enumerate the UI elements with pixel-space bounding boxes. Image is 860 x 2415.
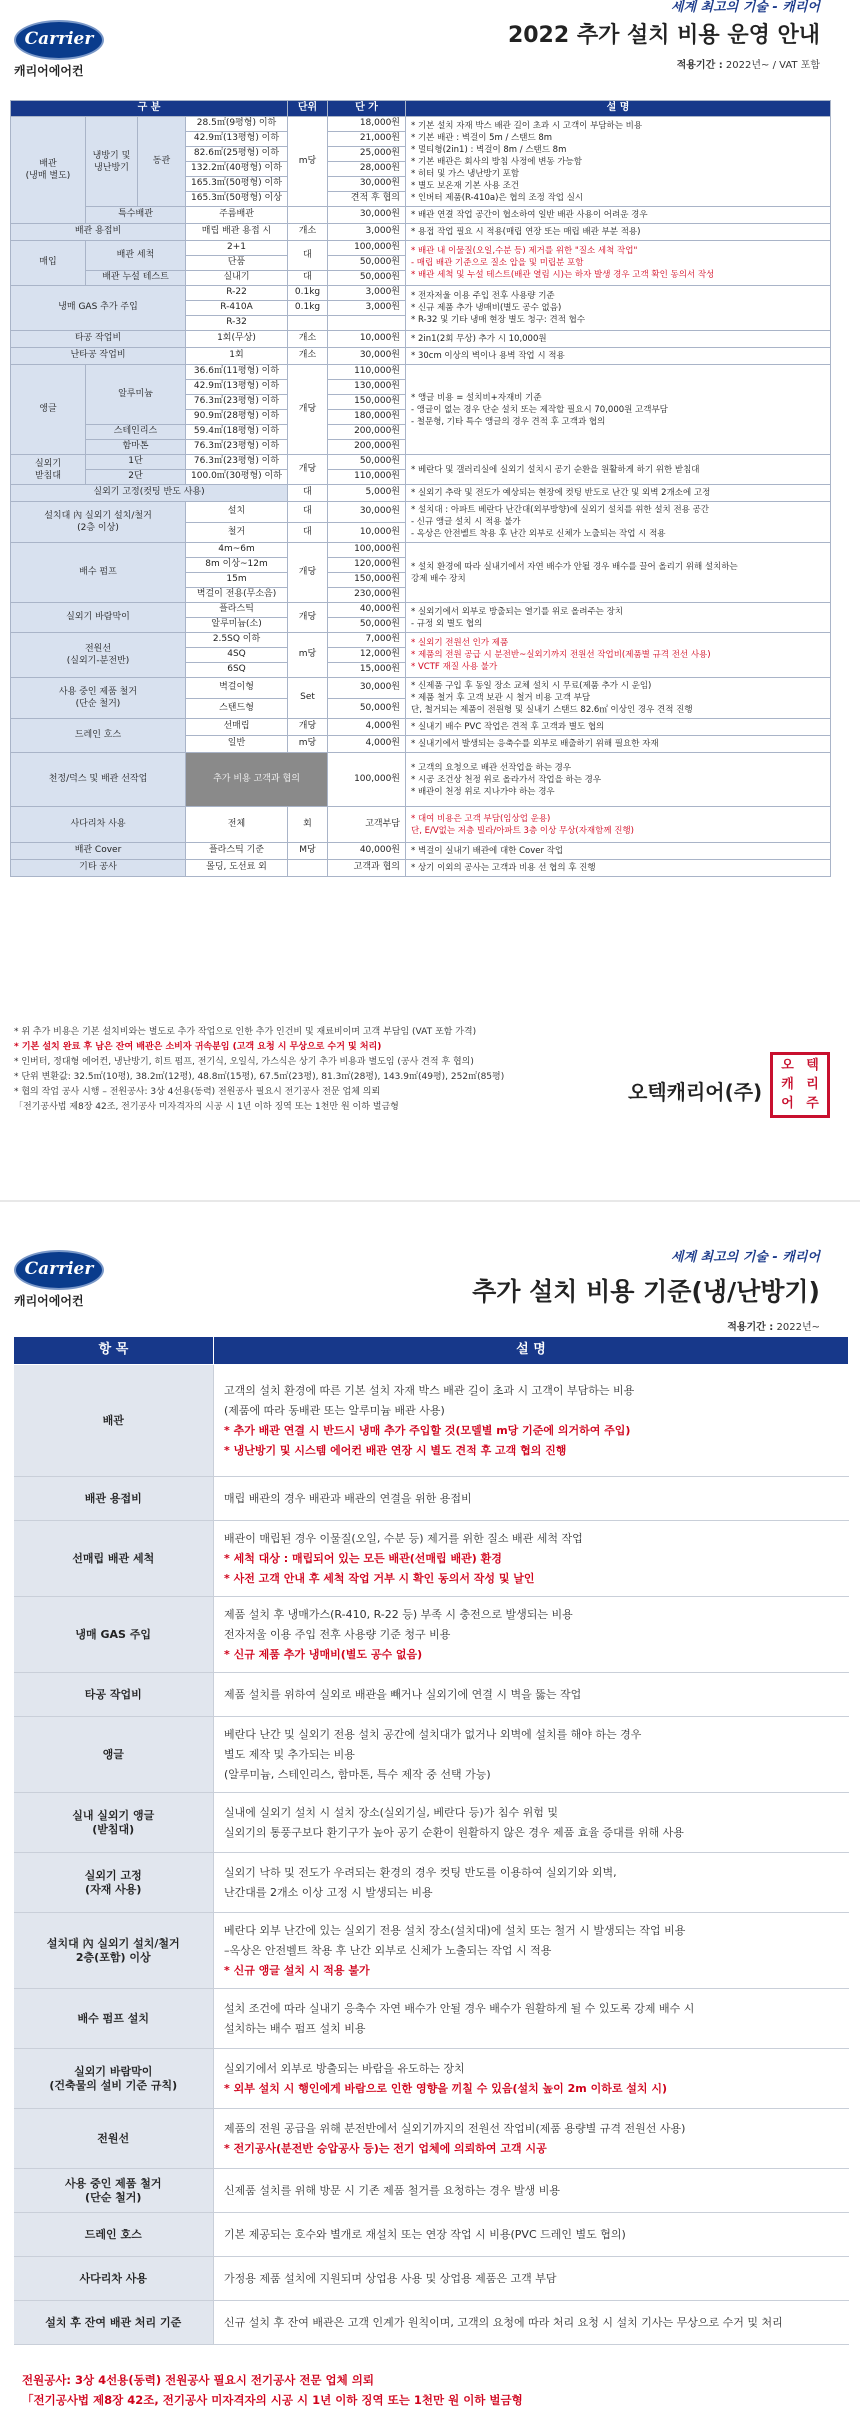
gas-note: * 전자저울 이용 주입 전후 사용량 기준 * 신규 제품 추가 냉매비(별도 공수 없음) * R-32 및 기타 냉매 현장 별도 청구: 견적 협수 bbox=[406, 286, 831, 331]
table-row bbox=[14, 1521, 849, 1597]
row-description bbox=[214, 1597, 849, 1673]
company-seal-icon: 오 텍 캐 리 어 주 bbox=[770, 1052, 830, 1118]
table-row bbox=[14, 1597, 849, 1673]
description-line: * 사전 고객 안내 후 세척 작업 거부 시 확인 동의서 작성 및 날인 bbox=[224, 1571, 535, 1585]
slogan: 세계 최고의 기술 - 캐리어 bbox=[670, 0, 820, 15]
description-line: 고객의 설치 환경에 따른 기본 설치 자재 박스 배관 길이 초과 시 고객이 부담하는 비용 bbox=[224, 1383, 635, 1397]
table-row: 8m 이상~12m 120,000원 bbox=[11, 558, 831, 573]
description-line: 배관이 매립된 경우 이물질(오일, 수분 등) 제거를 위한 질소 배관 세척 작업 bbox=[224, 1531, 583, 1545]
table-row: 6SQ 15,000원 bbox=[11, 663, 831, 678]
description-line: 신규 설치 후 잔여 배관은 고객 인계가 원칙이며, 고객의 요청에 따라 처리 요청 시 설치 기사는 무상으로 수거 및 처리 bbox=[224, 2315, 783, 2329]
description-line: (제품에 따라 동배관 또는 알루미늄 배관 사용) bbox=[224, 1403, 445, 1417]
table-row: 132.2㎡(40평형) 이하 28,000원 bbox=[11, 162, 831, 177]
col-unit: 단위 bbox=[288, 101, 328, 117]
row-label: 드레인 호스 bbox=[14, 2213, 214, 2257]
table-row: 4SQ 12,000원 bbox=[11, 648, 831, 663]
description-line: 실외기 낙하 및 전도가 우려되는 환경의 경우 컷팅 반도를 이용하여 실외기와 외벽, bbox=[224, 1865, 617, 1879]
row-label: 배관 bbox=[14, 1365, 214, 1477]
description-line: 설치 조건에 따라 실내기 응축수 자연 배수가 안될 경우 배수가 원활하게 될 수 있도록 강제 배수 시 bbox=[224, 2001, 695, 2015]
table-row: 165.3㎡(50평형) 이하 30,000원 bbox=[11, 177, 831, 192]
description-line: 기본 제공되는 호수와 별개로 재설치 또는 연장 작업 시 비용(PVC 드레인 별도 협의) bbox=[224, 2227, 626, 2241]
table-row: 42.9㎡(13평형) 이하 130,000원 bbox=[11, 380, 831, 395]
col-desc: 설 명 bbox=[214, 1337, 849, 1365]
description-line: * 추가 배관 연결 시 반드시 냉매 추가 주입할 것(모델별 m당 기준에 의거하여 주입) bbox=[224, 1423, 631, 1437]
brand-logo bbox=[14, 20, 104, 79]
description-line: * 전기공사(분전반 승압공사 등)는 전기 업체에 의뢰하여 고객 시공 bbox=[224, 2141, 547, 2155]
col-category: 구 분 bbox=[11, 101, 288, 117]
table-row: 천정/덕스 및 배관 선작업 추가 비용 고객과 협의 100,000원 * 고객의 요청으로 배관 선작업을 하는 경우 * 시공 조건상 천정 위로 올라가서 작업을 하는 경우 * 배관이 천정 위로 지나가야 하는 경우 bbox=[11, 753, 831, 807]
brand-logo bbox=[14, 1250, 104, 1309]
row-description bbox=[214, 1989, 849, 2049]
table-row: 배관 Cover 플라스틱 기준 M당 40,000원 * 벽걸이 실내기 배관에 대한 Cover 작업 bbox=[11, 843, 831, 860]
embed-note: * 배관 내 이물질(오일,수분 등) 제거를 위한 "질소 세척 작업" - 매립 배관 기준으로 질소 압을 및 미립분 포함 * 배관 세척 및 누설 테스트(배관 열림 시)는 하자 발생 경우 고객 확인 동의서 작성 bbox=[406, 241, 831, 286]
description-line: 난간대를 2개소 이상 고정 시 발생되는 비용 bbox=[224, 1885, 433, 1899]
table-row bbox=[14, 2049, 849, 2109]
row-description bbox=[214, 1913, 849, 1989]
wind-note: * 실외기에서 외부로 방출되는 열기를 위로 올려주는 장치 - 규정 외 별도 협의 bbox=[406, 603, 831, 633]
table-row: R-32 bbox=[11, 316, 831, 331]
section-divider bbox=[0, 1200, 860, 1202]
pipe-note: * 기본 설치 자재 박스 배관 길이 초과 시 고객이 부담하는 비용 * 기본 배관 : 벽걸이 5m / 스탠드 8m * 멀티형(2in1) : 벽걸이 8m / 스탠드 8m * 기본 배관은 회사의 방침 사정에 변동 가능함 * 히터 및 가스 냉난방기 포함 * 별도 보온재 기본 사용 조건 * 인버터 제품(R-410a)은 협의 조정 작업 실시 bbox=[406, 117, 831, 207]
table-row: 42.9㎡(13평형) 이하 21,000원 bbox=[11, 132, 831, 147]
description-line: 실외기에서 외부로 방출되는 바람을 유도하는 장치 bbox=[224, 2061, 465, 2075]
description-line: 가정용 제품 설치에 지원되며 상업용 사용 및 상업용 제품은 고객 부담 bbox=[224, 2271, 557, 2285]
col-item: 항 목 bbox=[14, 1337, 214, 1365]
table-row: 사용 중인 제품 철거 (단순 철거) 벽걸이형 Set 30,000원 * 신제품 구입 후 동일 장소 교체 설치 시 무료(제품 추가 시 운임) * 제품 철거 후 고객 보관 시 철거 비용 고객 부담 단, 철거되는 제품이 전원형 및 실내기 스탠드 82.6㎡ 이상인 경우 견적 진행 bbox=[11, 678, 831, 699]
table-row bbox=[14, 1989, 849, 2049]
description-line: 별도 제작 및 추가되는 비용 bbox=[224, 1747, 355, 1761]
removal-note: * 신제품 구입 후 동일 장소 교체 설치 시 무료(제품 추가 시 운임) * 제품 철거 후 고객 보관 시 철거 비용 고객 부담 단, 철거되는 제품이 전원형 및 실내기 스탠드 82.6㎡ 이상인 경우 견적 진행 bbox=[406, 678, 831, 719]
row-label: 설치대 內 실외기 설치/철거 2층(포함) 이상 bbox=[14, 1913, 214, 1989]
criteria-body bbox=[14, 1365, 849, 2345]
row-label: 배수 펌프 설치 bbox=[14, 1989, 214, 2049]
criteria-table bbox=[13, 1336, 849, 2345]
period-meta: 적용기간 : 2022년~ / VAT 포함 bbox=[676, 60, 820, 71]
table-row bbox=[14, 1717, 849, 1793]
row-description bbox=[214, 1365, 849, 1477]
table-row: 스탠드형 50,000원 bbox=[11, 698, 831, 719]
table-row: 앵글 알루미늄 36.6㎡(11평형) 이하 개당 110,000원 * 앵글 비용 = 설치비+자재비 기준 - 앵글이 없는 경우 단순 설치 또는 제작할 필요시 70,000원 고객부담 - 철문형, 기타 특수 앵글의 경우 견적 후 고객과 협의 bbox=[11, 365, 831, 380]
table-row: 냉매 GAS 추가 주입 R-22 0.1kg 3,000원 * 전자저울 이용 주입 전후 사용량 기준 * 신규 제품 추가 냉매비(별도 공수 없음) * R-32 및 기타 냉매 현장 별도 청구: 견적 협수 bbox=[11, 286, 831, 301]
brand-name: 캐리어에어컨 bbox=[14, 64, 84, 78]
table-row: 배관 (냉매 별도) 냉방기 및 냉난방기 동관 28.5㎡(9평형) 이하 m당 18,000원 * 기본 설치 자재 박스 배관 길이 초과 시 고객이 부담하는 비용 * 기본 배관 : 벽걸이 5m / 스탠드 8m * 멀티형(2in1) : 벽걸이 8m / 스탠드 8m * 기본 배관은 회사의 방침 사정에 변동 가능함 * 히터 및 가스 냉난방기 포함 * 별도 보온재 기본 사용 조건 * 인버터 제품(R-410a)은 협의 조정 작업 실시 bbox=[11, 117, 831, 132]
row-description bbox=[214, 1477, 849, 1521]
table-row: 배관 누설 테스트 실내기 대 50,000원 bbox=[11, 271, 831, 286]
description-line: 설치하는 배수 펌프 설치 비용 bbox=[224, 2021, 366, 2035]
table-row: 특수배관 주름배관 30,000원 * 배관 연결 작업 공간이 협소하여 일반 배관 사용이 어려운 경우 bbox=[11, 207, 831, 224]
table-row bbox=[14, 1477, 849, 1521]
table-row: 사다리차 사용 전체 회 고객부담 * 대여 비용은 고객 부담(임상업 운용) 단, E/V없는 저층 빌라/아파트 3층 이상 무상(자재함께 진행) bbox=[11, 807, 831, 843]
table-row bbox=[14, 1673, 849, 1717]
table-row: 일반 m당 4,000원 * 실내기에서 발생되는 응축수를 외부로 배출하기 위해 필요한 자재 bbox=[11, 736, 831, 753]
ladder-note: * 대여 비용은 고객 부담(임상업 운용) 단, E/V없는 저층 빌라/아파트 3층 이상 무상(자재함께 진행) bbox=[406, 807, 831, 843]
row-description bbox=[214, 2213, 849, 2257]
header bbox=[0, 0, 860, 100]
pump-note: * 설치 환경에 따라 실내기에서 자연 배수가 안될 경우 배수를 끌어 올리기 위해 설치하는 강제 배수 장치 bbox=[406, 543, 831, 603]
table-row bbox=[14, 2257, 849, 2301]
table-row bbox=[14, 2213, 849, 2257]
table-row: 실외기 바람막이 플라스틱 개당 40,000원 * 실외기에서 외부로 방출되는 열기를 위로 올려주는 장치 - 규정 외 별도 협의 bbox=[11, 603, 831, 618]
cost-table bbox=[10, 100, 831, 877]
notes: * 위 추가 비용은 기본 설치비와는 별도로 추가 작업으로 인한 추가 인건비 및 재료비이며 고객 부담임 (VAT 포함 가격) * 기본 설치 완료 후 남은 잔여 배관은 소비자 귀속분임 (고객 요청 시 무상으로 수거 및 처리) * 인버터, 정대형 에어컨, 냉난방기, 히트 펌프, 전기식, 오일식, 가스식은 상기 추가 비용과 별도임 (공사 견적 후 협의) * 단위 변환값: 32.5㎡(10평), 38.2㎡(12평), 48.8㎡(15평), 67.5㎡(23평), 81.3㎡(28평), 143.9㎡(49평), 252㎡(85평) * 협의 작업 공사 시행 – 전원공사: 3상 4선용(동력) 전원공사 필요시 전기공사 전문 업체 의뢰 「전기공사법 제8장 42조, 전기공사 미자격자의 시공 시 1년 이하 징역 또는 1천만 원 이하 벌금형 bbox=[14, 1027, 505, 1112]
row-label: 사다리차 사용 bbox=[14, 2257, 214, 2301]
table-header bbox=[14, 1337, 849, 1365]
row-description bbox=[214, 1717, 849, 1793]
table-row: 전원선 (실외기-분전반) 2.5SQ 이하 m당 7,000원 * 실외기 전원선 인가 제품 * 제품의 전원 공급 시 분전반~실외기까지 전원선 작업비(제품별 규격 전선 사용) * VCTF 재질 사용 불가 bbox=[11, 633, 831, 648]
table-row bbox=[14, 2301, 849, 2345]
table-row: 매입 배관 세척 2+1 대 100,000원 * 배관 내 이물질(오일,수분 등) 제거를 위한 "질소 세척 작업" - 매립 배관 기준으로 질소 압을 및 미립분 포함 * 배관 세척 및 누설 테스트(배관 열림 시)는 하자 발생 경우 고객 확인 동의서 작성 bbox=[11, 241, 831, 256]
ceiling-note: * 고객의 요청으로 배관 선작업을 하는 경우 * 시공 조건상 천정 위로 올라가서 작업을 하는 경우 * 배관이 천정 위로 지나가야 하는 경우 bbox=[406, 753, 831, 807]
table-row: R-410A 0.1kg 3,000원 bbox=[11, 301, 831, 316]
slogan: 세계 최고의 기술 - 캐리어 bbox=[670, 1250, 820, 1265]
row-label: 전원선 bbox=[14, 2109, 214, 2169]
angle-note: * 앵글 비용 = 설치비+자재비 기준 - 앵글이 없는 경우 단순 설치 또는 제작할 필요시 70,000원 고객부담 - 철문형, 기타 특수 앵글의 경우 견적 후 고객과 협의 bbox=[406, 365, 831, 455]
table-row: 실외기 고정(컷팅 반도 사용) 대 5,000원 * 실외기 추락 및 전도가 예상되는 현장에 컷팅 반도로 난간 및 외벽 2개소에 고정 bbox=[11, 485, 831, 502]
row-description bbox=[214, 2257, 849, 2301]
row-label: 실외기 고정 (자재 사용) bbox=[14, 1853, 214, 1913]
table-row: 벽걸이 전용(무소음) 230,000원 bbox=[11, 588, 831, 603]
table-row bbox=[14, 1853, 849, 1913]
description-line: (알루미늄, 스테인리스, 함마톤, 특수 제작 중 선택 가능) bbox=[224, 1767, 491, 1781]
description-line: * 신규 제품 추가 냉매비(별도 공수 없음) bbox=[224, 1647, 423, 1661]
table-row: 단품 50,000원 bbox=[11, 256, 831, 271]
carrier-logo-icon: Carrier bbox=[14, 1250, 104, 1290]
table-row: 함마톤 76.3㎡(23평형) 이하 200,000원 bbox=[11, 440, 831, 455]
table-row: 15m 150,000원 bbox=[11, 573, 831, 588]
move-note: * 설치대 : 아파트 베란다 난간대(외부방향)에 실외기 설치를 위한 설치 전용 공간 - 신규 앵글 설치 시 적용 불가 - 옥상은 안전벨트 착용 후 난간 외부로 신체가 노출되는 작업 시 적용 bbox=[406, 502, 831, 543]
period-meta: 적용기간 : 2022년~ bbox=[727, 1322, 820, 1333]
company-name: 오텍캐리어(주) bbox=[628, 1080, 763, 1104]
table-row: 165.3㎡(50평형) 이상 견적 후 협의 bbox=[11, 192, 831, 207]
table-row: 난타공 작업비 1회 개소 30,000원 * 30cm 이상의 벽이나 용벽 작업 시 적용 bbox=[11, 348, 831, 365]
description-line: * 신규 앵글 설치 시 적용 불가 bbox=[224, 1963, 370, 1977]
row-label: 배관 용접비 bbox=[14, 1477, 214, 1521]
table-row: 배관 용접비 매립 배관 용접 시 개소 3,000원 * 용접 작업 필요 시 적용(매립 연장 또는 매립 배관 부분 적용) bbox=[11, 224, 831, 241]
table-row: 철거 대 10,000원 bbox=[11, 522, 831, 543]
row-label: 사용 중인 제품 철거 (단순 철거) bbox=[14, 2169, 214, 2213]
row-description bbox=[214, 1793, 849, 1853]
col-desc: 설 명 bbox=[406, 101, 831, 117]
description-line: 실외기의 통풍구보다 환기구가 높아 공기 순환이 원활하지 않은 경우 제품 효율 증대를 위해 사용 bbox=[224, 1825, 684, 1839]
row-label: 설치 후 잔여 배관 처리 기준 bbox=[14, 2301, 214, 2345]
page-title: 2022 추가 설치 비용 운영 안내 bbox=[507, 23, 820, 48]
description-line: 베란다 난간 및 실외기 전용 설치 공간에 설치대가 없거나 외벽에 설치를 해야 하는 경우 bbox=[224, 1727, 642, 1741]
description-line: 전자저울 이용 주입 전후 사용량 기준 청구 비용 bbox=[224, 1627, 451, 1641]
table-row: 스테인리스 59.4㎡(18평형) 이하 200,000원 bbox=[11, 425, 831, 440]
row-description bbox=[214, 2109, 849, 2169]
row-description bbox=[214, 2301, 849, 2345]
row-label: 실외기 바람막이 (건축물의 설비 기준 규칙) bbox=[14, 2049, 214, 2109]
power-note: * 실외기 전원선 인가 제품 * 제품의 전원 공급 시 분전반~실외기까지 전원선 작업비(제품별 규격 전선 사용) * VCTF 재질 사용 불가 bbox=[406, 633, 831, 678]
table-row: 드레인 호스 선매립 개당 4,000원 * 실내기 배수 PVC 작업은 견적 후 고객과 별도 협의 bbox=[11, 719, 831, 736]
table-row bbox=[14, 2109, 849, 2169]
description-line: 제품 설치를 위하여 실외로 배관을 빼거나 실외기에 연결 시 벽을 뚫는 작업 bbox=[224, 1687, 582, 1701]
row-label: 냉매 GAS 주입 bbox=[14, 1597, 214, 1673]
description-line: –옥상은 안전벨트 착용 후 난간 외부로 신체가 노출되는 작업 시 적용 bbox=[224, 1943, 552, 1957]
brand-name: 캐리어에어컨 bbox=[14, 1294, 84, 1308]
table-row: 76.3㎡(23평형) 이하 150,000원 bbox=[11, 395, 831, 410]
row-description bbox=[214, 1853, 849, 1913]
table-row bbox=[14, 1365, 849, 1477]
table-row: 기타 공사 몰딩, 도선료 외 고객과 협의 * 상기 이외의 공사는 고객과 비용 선 협의 후 진행 bbox=[11, 860, 831, 877]
description-line: 제품 설치 후 냉매가스(R-410, R-22 등) 부족 시 충전으로 발생되는 비용 bbox=[224, 1607, 573, 1621]
row-label: 실내 실외기 앵글 (받침대) bbox=[14, 1793, 214, 1853]
row-description bbox=[214, 1521, 849, 1597]
description-line: 베란다 외부 난간에 있는 실외기 전용 설치 장소(설치대)에 설치 또는 철거 시 발생되는 작업 비용 bbox=[224, 1923, 686, 1937]
table-row bbox=[14, 1913, 849, 1989]
row-label: 앵글 bbox=[14, 1717, 214, 1793]
description-line: * 세척 대상 : 매립되어 있는 모든 배관(선매립 배관) 환경 bbox=[224, 1551, 502, 1565]
row-description bbox=[214, 2049, 849, 2109]
table-row: 타공 작업비 1회(무상) 개소 10,000원 * 2in1(2회 무상) 추가 시 10,000원 bbox=[11, 331, 831, 348]
row-label: 타공 작업비 bbox=[14, 1673, 214, 1717]
description-line: * 냉난방기 및 시스템 에어컨 배관 연장 시 별도 견적 후 고객 협의 진행 bbox=[224, 1443, 567, 1457]
table-row: 설치대 內 실외기 설치/철거 (2층 이상) 설치 대 30,000원 * 설치대 : 아파트 베란다 난간대(외부방향)에 실외기 설치를 위한 설치 전용 공간 - 신규 앵글 설치 시 적용 불가 - 옥상은 안전벨트 착용 후 난간 외부로 신체가 노출되는 작업 시 적용 bbox=[11, 502, 831, 523]
col-price: 단 가 bbox=[328, 101, 406, 117]
description-line: 신제품 설치를 위해 방문 시 기존 제품 철거를 요청하는 경우 발생 비용 bbox=[224, 2183, 560, 2197]
table-row: 실외기 받침대 1단 76.3㎡(23평형) 이하 개당 50,000원 * 베란다 및 갤러리실에 실외기 설치시 공기 순환을 원활하게 하기 위한 받침대 bbox=[11, 455, 831, 470]
table-row: 배수 펌프 4m~6m 개당 100,000원 * 설치 환경에 따라 실내기에서 자연 배수가 안될 경우 배수를 끌어 올리기 위해 설치하는 강제 배수 장치 bbox=[11, 543, 831, 558]
row-description bbox=[214, 2169, 849, 2213]
row-label: 배관 (냉매 별도) bbox=[11, 117, 86, 224]
description-line: 매립 배관의 경우 배관과 배관의 연결을 위한 용접비 bbox=[224, 1491, 472, 1505]
table-row: 90.9㎡(28평형) 이하 180,000원 bbox=[11, 410, 831, 425]
table-row: 2단 100.0㎡(30평형) 이하 110,000원 bbox=[11, 470, 831, 485]
row-label: 선매립 배관 세척 bbox=[14, 1521, 214, 1597]
carrier-logo-icon: Carrier bbox=[14, 20, 104, 60]
page-title: 추가 설치 비용 기준(냉/난방기) bbox=[472, 1277, 820, 1306]
description-line: * 외부 설치 시 행인에게 바람으로 인한 영향을 끼칠 수 있음(설치 높이 2m 이하로 설치 시) bbox=[224, 2081, 668, 2095]
description-line: 실내에 실외기 설치 시 설치 장소(실외기실, 베란다 등)가 침수 위험 및 bbox=[224, 1805, 558, 1819]
table-header bbox=[11, 101, 831, 117]
table-row: 82.6㎡(25평형) 이하 25,000원 bbox=[11, 147, 831, 162]
description-line: 제품의 전원 공급을 위해 분전반에서 실외기까지의 전원선 작업비(제품 용량별 규격 전원선 사용) bbox=[224, 2121, 686, 2135]
footer-notice: 전원공사: 3상 4선용(동력) 전원공사 필요시 전기공사 전문 업체 의뢰 「전기공사법 제8장 42조, 전기공사 미자격자의 시공 시 1년 이하 징역 또는 1천만 원 이하 벌금형 bbox=[22, 2373, 523, 2407]
row-description bbox=[214, 1673, 849, 1717]
table-row bbox=[14, 2169, 849, 2213]
table-row: 알루미늄(소) 50,000원 bbox=[11, 618, 831, 633]
table-row bbox=[14, 1793, 849, 1853]
